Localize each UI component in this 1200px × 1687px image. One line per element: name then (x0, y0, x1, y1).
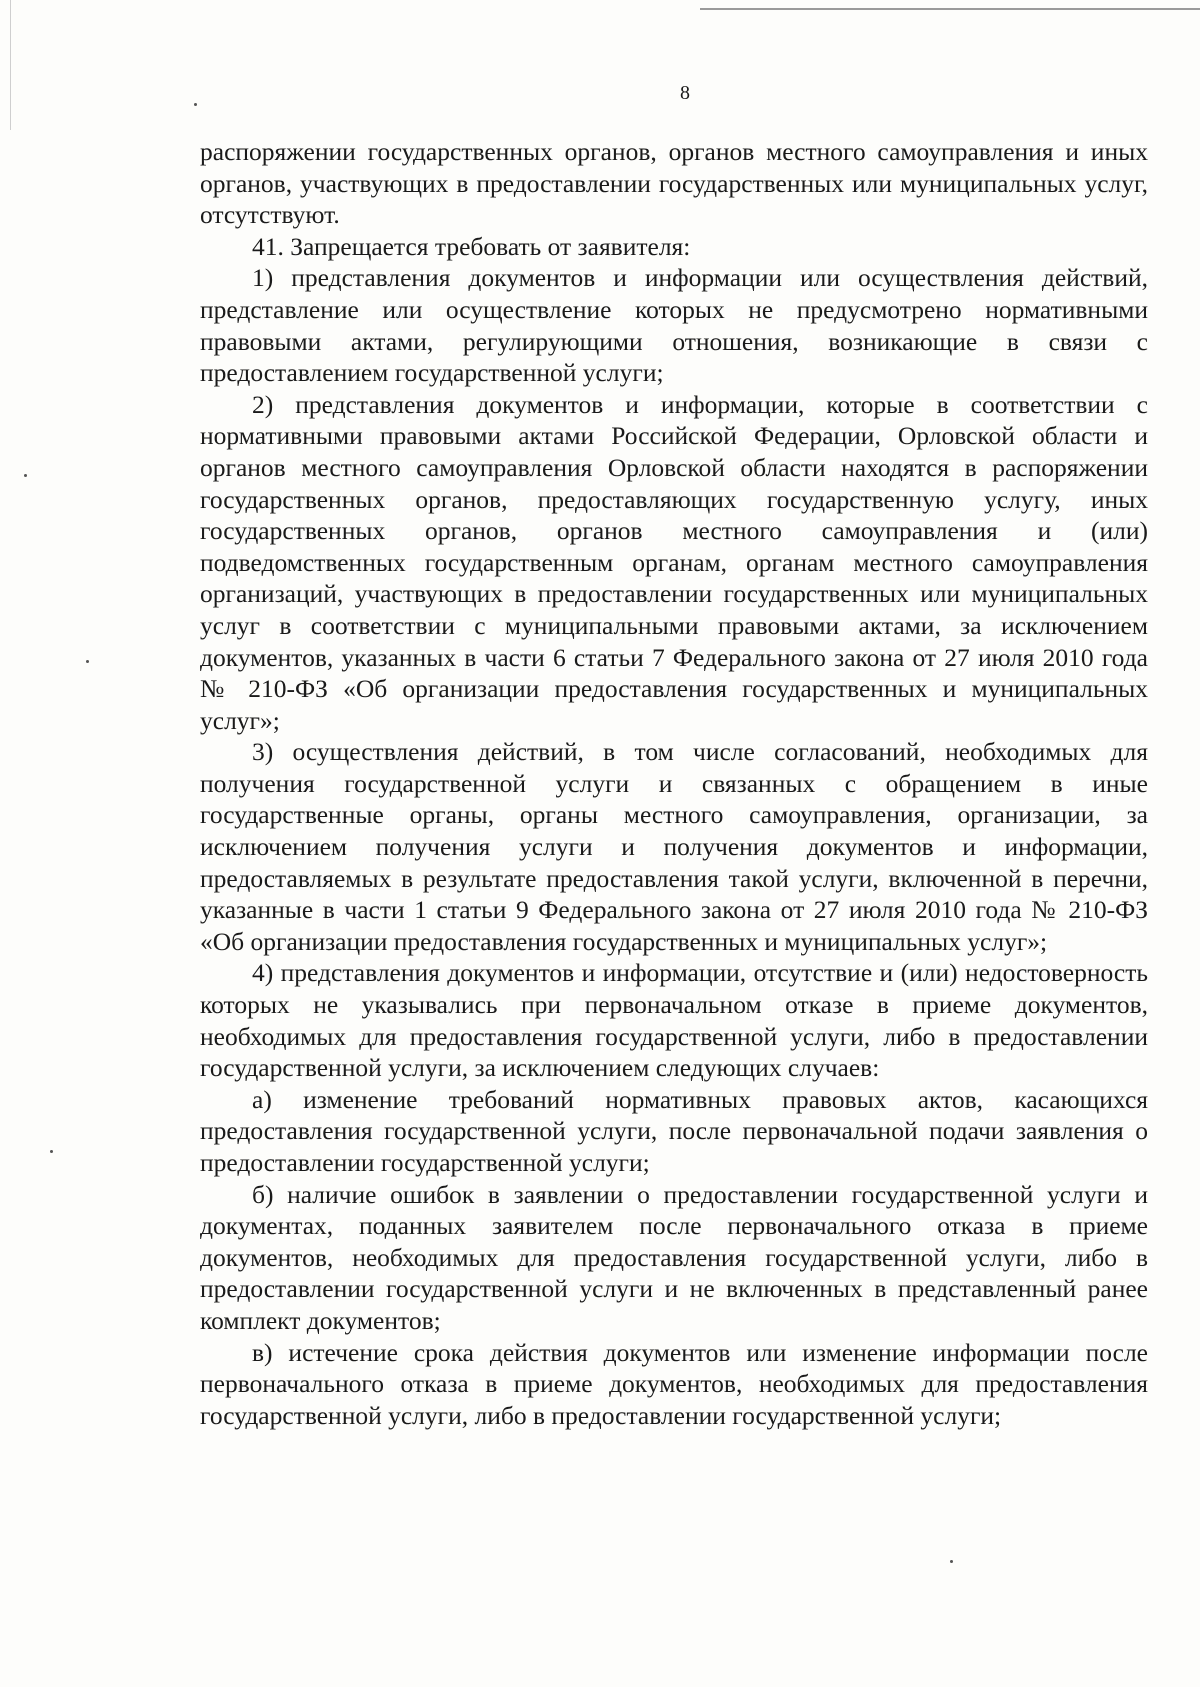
paragraph-subitem-a: а) изменение требований нормативных правовых актов, касающихся предоставления государственной услуги, после первоначальной подачи заявления о предоставлении государственной услуги; (200, 1084, 1148, 1177)
scan-artifact-line (700, 8, 1200, 10)
scan-speck (24, 474, 27, 477)
scan-artifact-edge (10, 0, 11, 130)
scan-speck (194, 103, 197, 106)
paragraph-subitem-v: в) истечение срока действия документов или изменение информации после первоначального отказа в приеме документов, необходимых для предоставления государственной услуги, либо в предоставлении государственной услуги; (200, 1337, 1148, 1430)
scan-speck (950, 1560, 953, 1563)
paragraph-subitem-3: 3) осуществления действий, в том числе согласований, необходимых для получения государственной услуги и связанных с обращением в иные государственные органы, органы местного самоуправления, организации, за исключением получения услуги и получения документов и информации, предоставляемых в результате предоставления такой услуги, включенной в перечни, указанные в части 1 статьи 9 Федерального закона от 27 июля 2010 года № 210-ФЗ «Об организации предоставления государственных и муниципальных услуг»; (200, 737, 1148, 956)
document-body (200, 136, 1148, 1431)
paragraph-subitem-2: 2) представления документов и информации, которые в соответствии с нормативными правовыми актами Российской Федерации, Орловской области и органов местного самоуправления Орловской области находятся в распоряжении государственных органов, предоставляющих государственную услугу, иных государственных органов, органов местного самоуправления и (или) подведомственных государственным органам, органам местного самоуправления организаций, участвующих в предоставлении государственных или муниципальных услуг в соответствии с муниципальными правовыми актами, за исключением документов, указанных в части 6 статьи 7 Федерального закона от 27 июля 2010 года № 210-ФЗ «Об организации предоставления государственных и муниципальных услуг»; (200, 389, 1148, 735)
paragraph-subitem-b: б) наличие ошибок в заявлении о предоставлении государственной услуги и документах, поданных заявителем после первоначального отказа в приеме документов, необходимых для предоставления государственной услуги, либо в предоставлении государственной услуги и не включенных в представленный ранее комплект документов; (200, 1179, 1148, 1335)
scan-speck (86, 660, 89, 663)
paragraph-subitem-1: 1) представления документов и информации или осуществления действий, представление или осуществление которых не предусмотрено нормативными правовыми актами, регулирующими отношения, возникающие в связи с предоставлением государственной услуги; (200, 263, 1148, 388)
paragraph-item-41: 41. Запрещается требовать от заявителя: (252, 231, 691, 261)
paragraph-continuation: распоряжении государственных органов, органов местного самоуправления и иных органов, участвующих в предоставлении государственных или муниципальных услуг, отсутствуют. (200, 137, 1148, 230)
scan-speck (50, 1150, 53, 1153)
paragraph-subitem-4: 4) представления документов и информации, отсутствие и (или) недостоверность которых не указывались при первоначальном отказе в приеме документов, необходимых для предоставления государственной услуги, либо в предоставлении государственной услуги, за исключением следующих случаев: (200, 958, 1148, 1083)
page-number: 8 (680, 82, 690, 104)
